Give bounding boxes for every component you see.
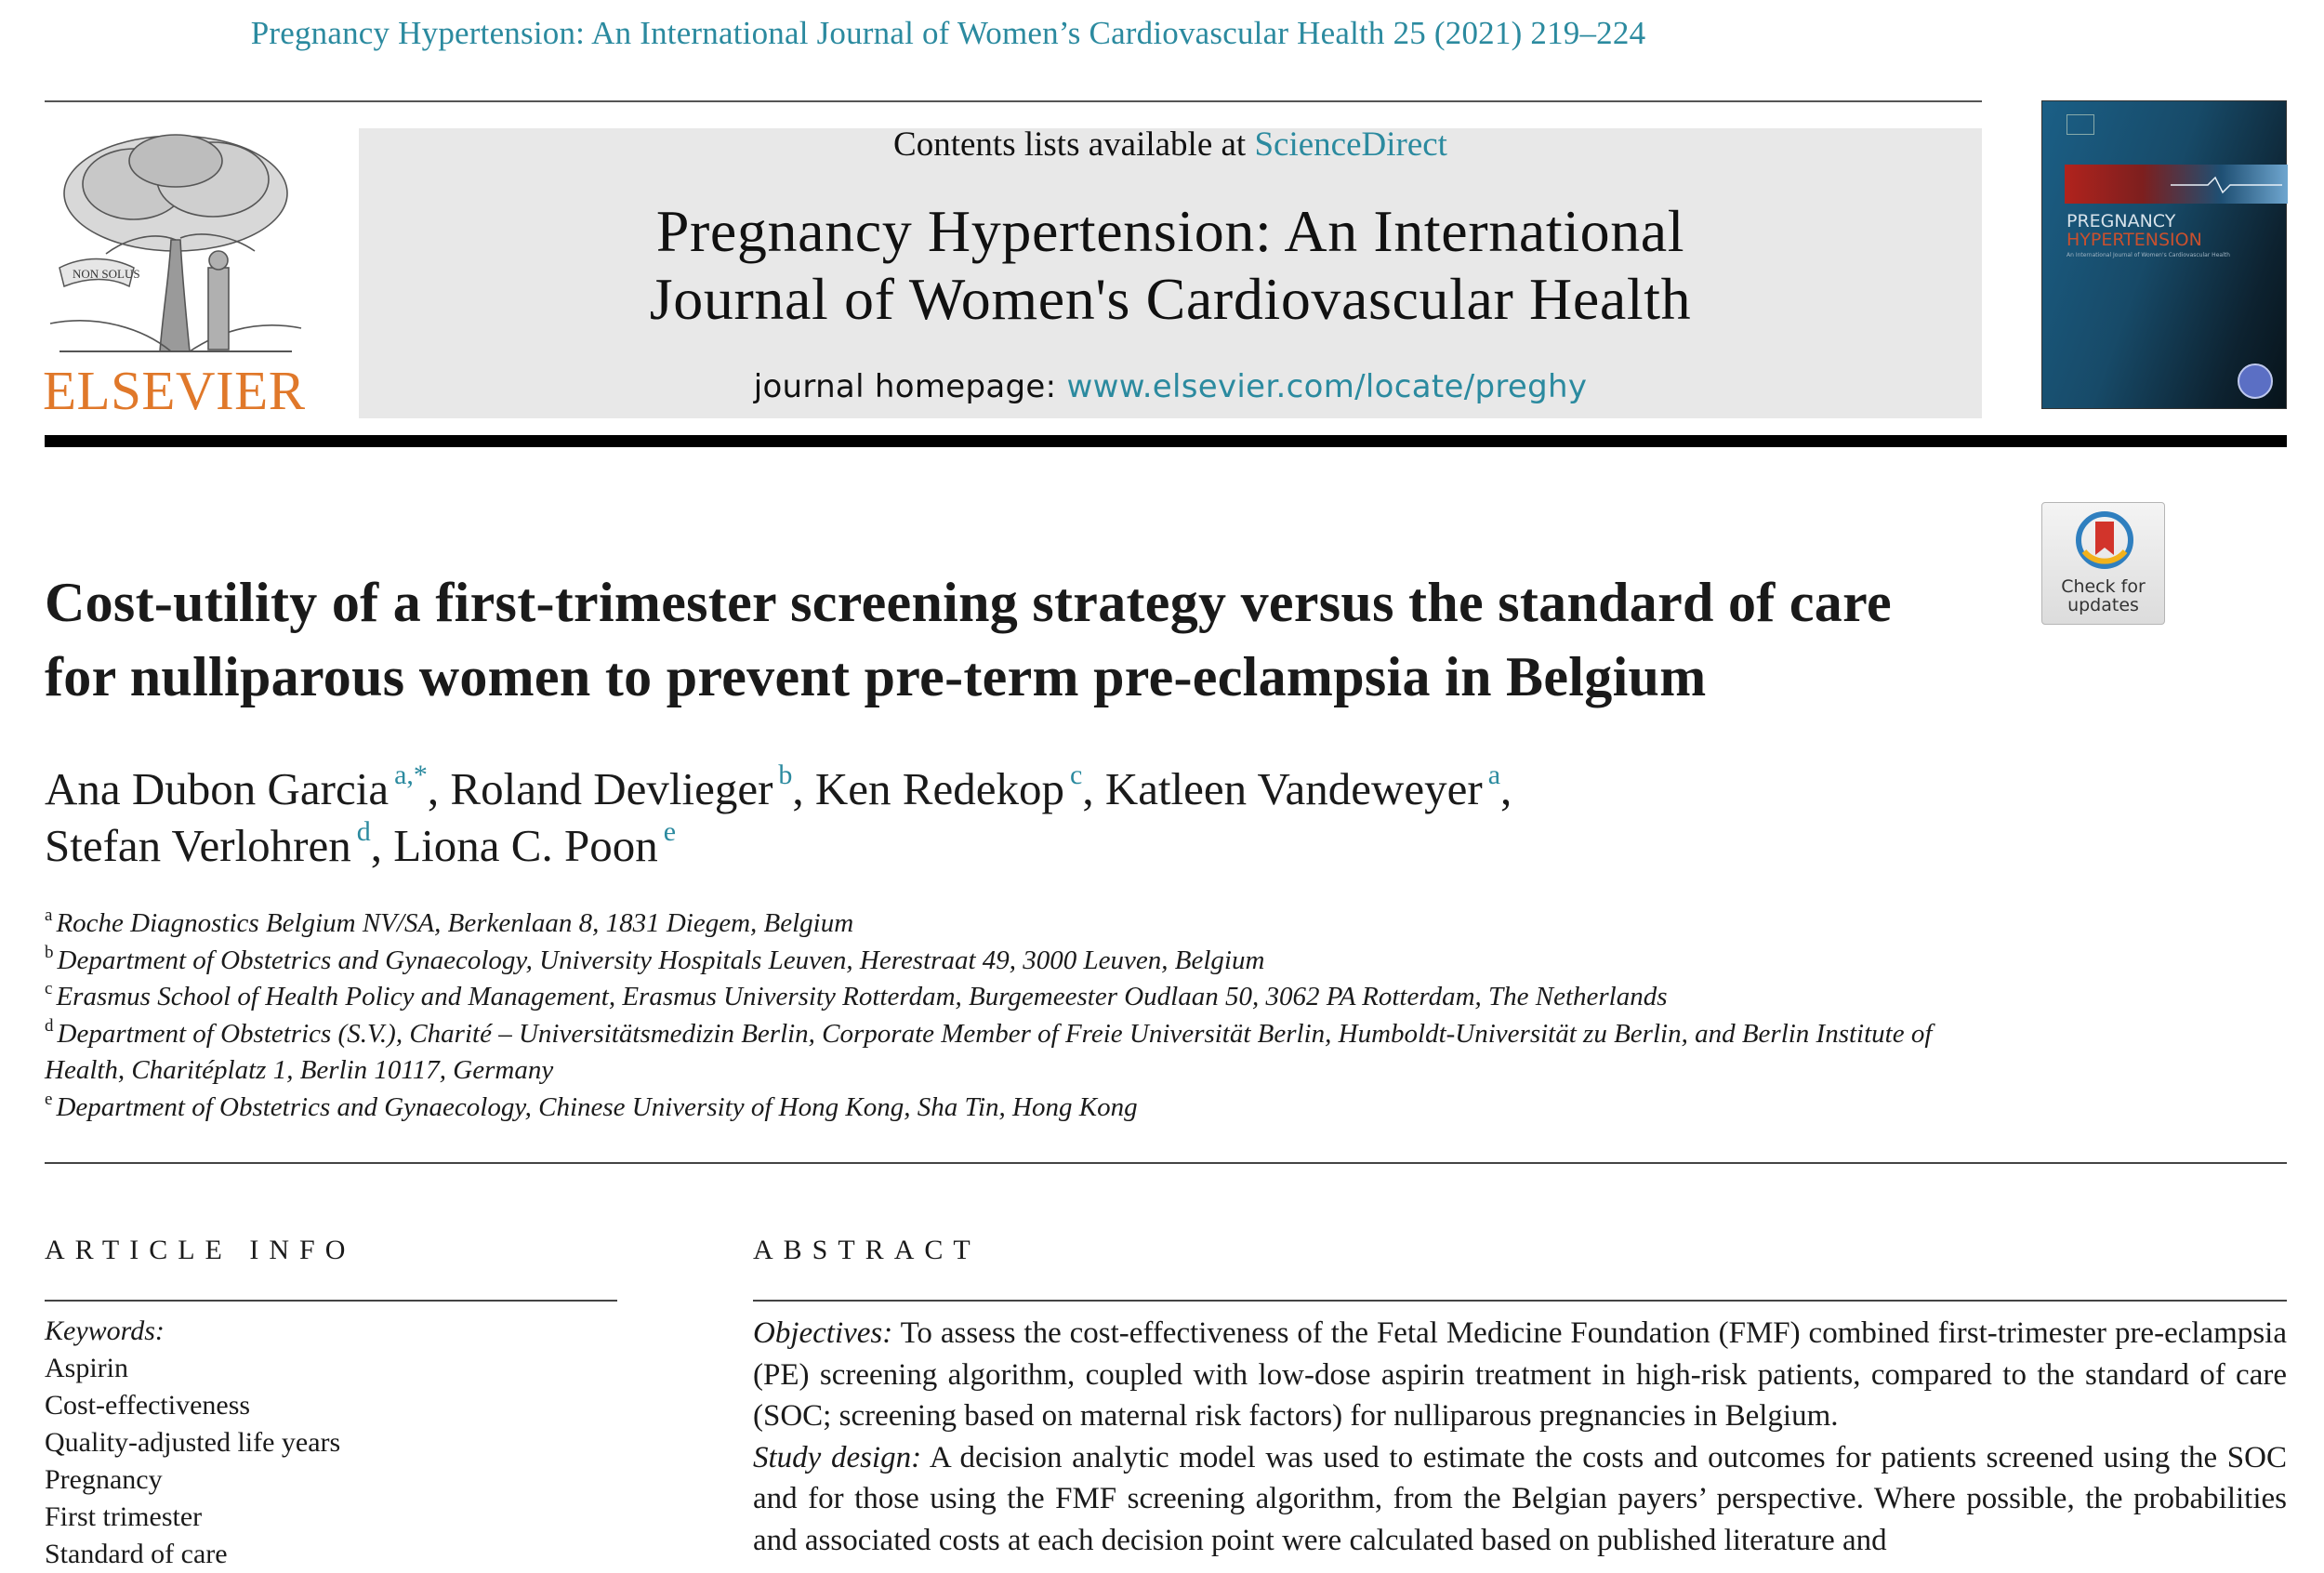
keyword-item: Aspirin	[45, 1353, 128, 1383]
affiliation-key: c	[45, 979, 53, 998]
update-badge-label: Check for updates	[2061, 576, 2146, 615]
author-affiliation-ref[interactable]: a,*	[394, 760, 428, 790]
journal-title-line: Journal of Women's Cardiovascular Health	[649, 266, 1692, 332]
affiliation-item	[45, 979, 2006, 1016]
keyword-item: Pregnancy	[45, 1464, 163, 1495]
heartbeat-icon	[2171, 176, 2282, 194]
journal-homepage	[359, 368, 1982, 405]
publisher-name: ELSEVIER	[43, 360, 306, 421]
journal-masthead	[359, 128, 1982, 418]
affiliation-key: a	[45, 905, 53, 925]
author-affiliation-ref[interactable]: e	[663, 816, 677, 847]
author-name[interactable]: Ken Redekop	[814, 763, 1064, 814]
journal-title-line: Pregnancy Hypertension: An International	[655, 198, 1685, 264]
author-name[interactable]: Ana Dubon Garcia	[45, 763, 390, 814]
abstract-body	[753, 1313, 2287, 1561]
affiliation-item	[45, 905, 2006, 943]
keyword-item: Cost-effectiveness	[45, 1390, 251, 1421]
author-affiliation-ref[interactable]: b	[778, 760, 793, 790]
affiliation-text: Department of Obstetrics and Gynaecology, University Hospitals Leuven, Herestraat 49, 3000 Leuven, Belgium	[57, 945, 1265, 975]
author-affiliation-ref[interactable]: d	[356, 816, 371, 847]
affiliation-key: b	[45, 942, 54, 962]
affiliation-key: e	[45, 1089, 53, 1109]
keyword-item: First trimester	[45, 1501, 203, 1532]
affiliation-list	[45, 905, 2006, 1126]
affiliation-text: Department of Obstetrics (S.V.), Charité – Universitätsmedizin Berlin, Corporate Member of Freie Universität Berlin, Humboldt-Universität zu Berlin, and Berlin Institute of Health, Charitéplatz 1, Berlin 10117, Germany	[45, 1018, 1933, 1085]
affiliation-item	[45, 1016, 2006, 1090]
abstract-rule	[753, 1300, 2287, 1302]
author-line: Ana Dubon Garcia $^{a,*}$, Roland Devlieger $^b$, Ken Redekop $^c$, Katleen Vandeweyer $^a$,	[45, 760, 1512, 814]
sciencedirect-link[interactable]: ScienceDirect	[1254, 126, 1447, 164]
elsevier-tree-icon	[41, 128, 310, 361]
affiliation-item	[45, 943, 2006, 980]
contents-prefix: Contents lists available at	[893, 126, 1255, 164]
objectives-label: Objectives:	[753, 1316, 893, 1350]
update-bookmark-icon	[2075, 510, 2134, 577]
section-divider	[45, 1162, 2287, 1164]
keyword-item: Standard of care	[45, 1539, 228, 1569]
keywords-label: Keywords:	[45, 1315, 165, 1346]
author-line: Stefan Verlohren $^d$, Liona C. Poon $^e$	[45, 816, 677, 871]
article-title-line: Cost-utility of a first-trimester screening strategy versus the standard of care	[45, 572, 1892, 633]
article-title-line: for nulliparous women to prevent pre-term pre-eclampsia in Belgium	[45, 646, 1707, 707]
check-for-updates-button[interactable]	[2041, 502, 2165, 625]
article-title	[45, 565, 2034, 714]
article-info-heading: ARTICLE INFO	[45, 1235, 356, 1265]
study-design-label: Study design:	[753, 1440, 922, 1474]
masthead-thick-rule	[45, 435, 2287, 447]
affiliation-key: d	[45, 1015, 54, 1036]
journal-citation: Pregnancy Hypertension: An International Journal of Women’s Cardiovascular Health 25 (2021) 219–224	[250, 15, 1646, 51]
cover-seal-icon	[2238, 364, 2273, 399]
affiliation-text: Department of Obstetrics and Gynaecology, Chinese University of Hong Kong, Sha Tin, Hong Kong	[56, 1091, 1138, 1122]
objectives-text: To assess the cost-effectiveness of the Fetal Medicine Foundation (FMF) combined first-trimester pre-eclampsia (PE) screening algorithm, coupled with low-dose aspirin treatment in high-risk patients, compared to the standard of care (SOC; screening based on maternal risk factors) for nulliparous pregnancies in Belgium.	[753, 1316, 2287, 1433]
affiliation-text: Erasmus School of Health Policy and Management, Erasmus University Rotterdam, Burgemeester Oudlaan 50, 3062 PA Rotterdam, The Netherlands	[56, 982, 1668, 1011]
cover-title-2: HYPERTENSION	[2067, 230, 2202, 250]
abstract-study-design	[753, 1437, 2287, 1562]
elsevier-logo[interactable]	[41, 128, 310, 421]
author-name[interactable]: Stefan Verlohren	[45, 820, 351, 871]
article-info-rule	[45, 1300, 617, 1302]
homepage-link[interactable]: www.elsevier.com/locate/preghy	[1066, 368, 1588, 405]
author-name[interactable]: Katleen Vandeweyer	[1104, 763, 1483, 814]
keyword-list	[45, 1350, 617, 1573]
cover-publisher-mark	[2067, 114, 2094, 135]
contents-line	[359, 126, 1982, 164]
author-list	[45, 760, 1997, 874]
cover-title-1: PREGNANCY	[2067, 211, 2176, 231]
journal-title	[359, 197, 1982, 333]
author-name[interactable]: Liona C. Poon	[393, 820, 658, 871]
logo-motto: NON SOLUS	[73, 267, 140, 281]
homepage-prefix: journal homepage:	[753, 368, 1067, 405]
header-rule	[45, 100, 1982, 102]
abstract-heading: ABSTRACT	[753, 1235, 981, 1265]
affiliation-item	[45, 1090, 2006, 1127]
abstract-objectives	[753, 1313, 2287, 1437]
cover-subtitle: An International Journal of Women's Cardiovascular Health	[2067, 252, 2230, 258]
author-name[interactable]: Roland Devlieger	[450, 763, 773, 814]
journal-cover-thumbnail[interactable]	[2041, 100, 2287, 409]
author-affiliation-ref[interactable]: c	[1069, 760, 1083, 790]
study-design-text: A decision analytic model was used to estimate the costs and outcomes for patients screened using the SOC and for those using the FMF screening algorithm, from the Belgian payers’ perspective. Where possible, the probabilities and associated costs at each decision point were calculated based on published literature and	[753, 1440, 2288, 1557]
author-affiliation-ref[interactable]: a	[1487, 760, 1501, 790]
keyword-item: Quality-adjusted life years	[45, 1427, 341, 1458]
affiliation-text: Roche Diagnostics Belgium NV/SA, Berkenlaan 8, 1831 Diegem, Belgium	[56, 908, 854, 938]
